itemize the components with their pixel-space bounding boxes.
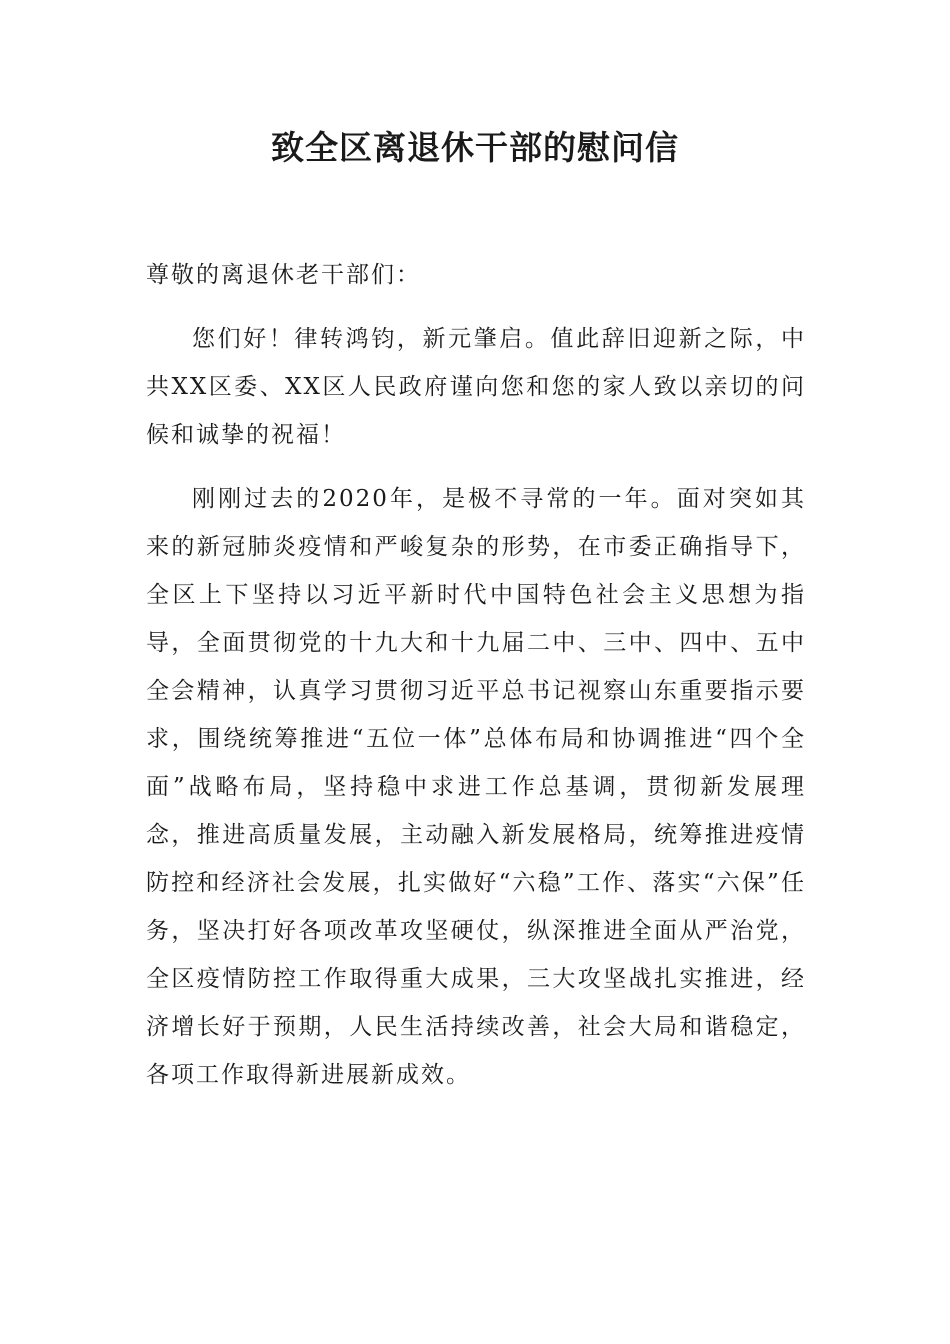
letter-body — [146, 251, 806, 1115]
paragraph-review-2020: 刚刚过去的2020年，是极不寻常的一年。面对突如其来的新冠肺炎疫情和严峻复杂的形势，在市委正确指导下，全区上下坚持以习近平新时代中国特色社会主义思想为指导，全面贯彻党的十九大和十九届二中、三中、四中、五中全会精神，认真学习贯彻习近平总书记视察山东重要指示要求，围绕统筹推进“五位一体”总体布局和协调推进“四个全面”战略布局，坚持稳中求进工作总基调，贯彻新发展理念，推进高质量发展，主动融入新发展格局，统筹推进疫情防控和经济社会发展，扎实做好“六稳”工作、落实“六保”任务，坚决打好各项改革攻坚硬仗，纵深推进全面从严治党，全区疫情防控工作取得重大成果，三大攻坚战扎实推进，经济增长好于预期，人民生活持续改善，社会大局和谐稳定，各项工作取得新进展新成效。 — [146, 486, 806, 1088]
document-title: 致全区离退休干部的慰问信 — [271, 128, 679, 167]
paragraph-greeting: 您们好！律转鸿钧，新元肇启。值此辞旧迎新之际，中共XX区委、XX区人民政府谨向您和您的家人致以亲切的问候和诚挚的祝福！ — [146, 326, 806, 448]
salutation: 尊敬的离退休老干部们： — [146, 262, 421, 288]
